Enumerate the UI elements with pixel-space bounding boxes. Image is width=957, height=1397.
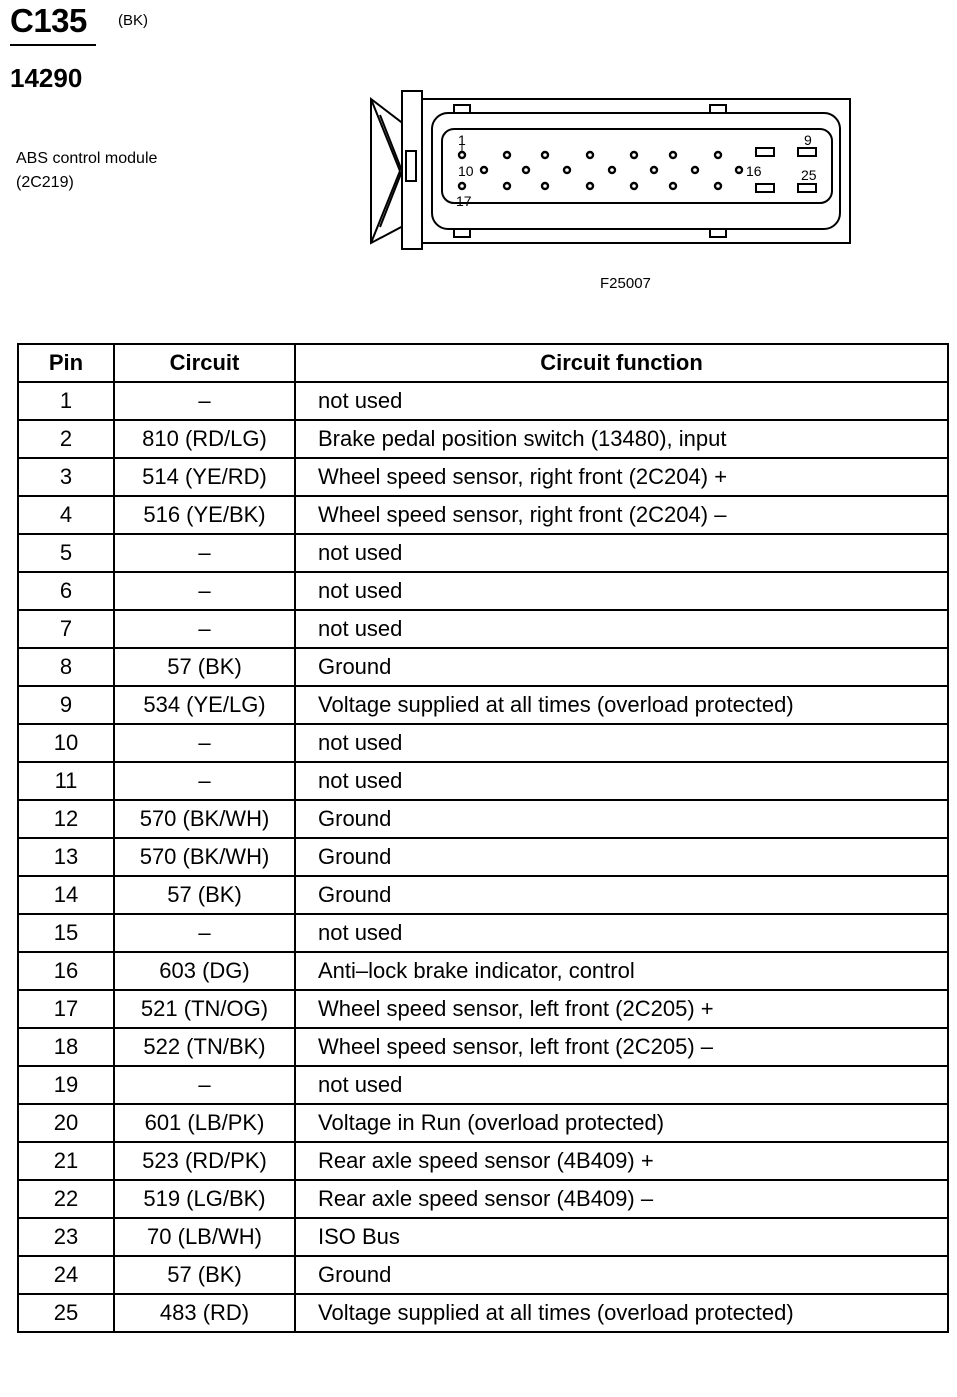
table-row [18, 762, 948, 800]
table-row [18, 800, 948, 838]
table-row [18, 1180, 948, 1218]
table-row [18, 1104, 948, 1142]
table-row [18, 648, 948, 686]
function-cell: ISO Bus [295, 1218, 948, 1256]
circuit-cell: 514 (YE/RD) [114, 458, 295, 496]
function-cell: Anti–lock brake indicator, control [295, 952, 948, 990]
connector-face-diagram [360, 85, 860, 260]
pin-cell: 4 [18, 496, 114, 534]
function-cell: Voltage supplied at all times (overload protected) [295, 686, 948, 724]
function-cell: not used [295, 572, 948, 610]
pin-cell: 6 [18, 572, 114, 610]
table-row [18, 1294, 948, 1332]
table-row [18, 1218, 948, 1256]
pin-cell: 7 [18, 610, 114, 648]
table-row [18, 1256, 948, 1294]
circuit-cell: – [114, 534, 295, 572]
function-cell: Brake pedal position switch (13480), input [295, 420, 948, 458]
circuit-cell: 57 (BK) [114, 876, 295, 914]
pin-cell: 13 [18, 838, 114, 876]
function-cell: Rear axle speed sensor (4B409) – [295, 1180, 948, 1218]
pin-cell: 20 [18, 1104, 114, 1142]
pin-label-1: 1 [458, 132, 466, 148]
circuit-cell: – [114, 1066, 295, 1104]
function-cell: Rear axle speed sensor (4B409) + [295, 1142, 948, 1180]
table-row [18, 838, 948, 876]
function-cell: Wheel speed sensor, right front (2C204) – [295, 496, 948, 534]
function-cell: not used [295, 610, 948, 648]
pin-label-9: 9 [804, 132, 812, 148]
table-row [18, 496, 948, 534]
pin-cell: 12 [18, 800, 114, 838]
table-row [18, 1066, 948, 1104]
table-row [18, 572, 948, 610]
circuit-cell: 57 (BK) [114, 648, 295, 686]
pin-label-10: 10 [458, 163, 474, 179]
table-row [18, 382, 948, 420]
pin-cell: 5 [18, 534, 114, 572]
pin-cell: 11 [18, 762, 114, 800]
connector-id: C135 [10, 2, 87, 39]
circuit-cell: 570 (BK/WH) [114, 800, 295, 838]
function-cell: Ground [295, 1256, 948, 1294]
table-row [18, 458, 948, 496]
pin-label-25: 25 [801, 167, 817, 183]
circuit-cell: – [114, 382, 295, 420]
circuit-cell: 516 (YE/BK) [114, 496, 295, 534]
pin-cell: 21 [18, 1142, 114, 1180]
function-cell: Wheel speed sensor, right front (2C204) + [295, 458, 948, 496]
table-header-row [18, 344, 948, 382]
function-cell: Ground [295, 648, 948, 686]
circuit-cell: 570 (BK/WH) [114, 838, 295, 876]
module-name: ABS control module [16, 150, 158, 167]
pin-cell: 3 [18, 458, 114, 496]
function-cell: Voltage in Run (overload protected) [295, 1104, 948, 1142]
function-cell: Wheel speed sensor, left front (2C205) – [295, 1028, 948, 1066]
circuit-cell: 483 (RD) [114, 1294, 295, 1332]
circuit-cell: 534 (YE/LG) [114, 686, 295, 724]
pin-cell: 10 [18, 724, 114, 762]
pin-cell: 19 [18, 1066, 114, 1104]
table-row [18, 1142, 948, 1180]
pin-cell: 9 [18, 686, 114, 724]
connector-color: (BK) [118, 12, 148, 29]
table-row [18, 686, 948, 724]
pin-cell: 23 [18, 1218, 114, 1256]
pinout-table-body [18, 382, 948, 1332]
circuit-cell: 603 (DG) [114, 952, 295, 990]
function-cell: Wheel speed sensor, left front (2C205) + [295, 990, 948, 1028]
table-row [18, 990, 948, 1028]
connector-latch [371, 99, 405, 243]
circuit-cell: 523 (RD/PK) [114, 1142, 295, 1180]
table-row [18, 420, 948, 458]
table-row [18, 876, 948, 914]
pin-cell: 17 [18, 990, 114, 1028]
function-cell: not used [295, 724, 948, 762]
function-cell: Ground [295, 876, 948, 914]
circuit-cell: – [114, 572, 295, 610]
circuit-cell: 601 (LB/PK) [114, 1104, 295, 1142]
function-cell: Ground [295, 800, 948, 838]
pin-cell: 2 [18, 420, 114, 458]
table-row [18, 1028, 948, 1066]
function-cell: not used [295, 382, 948, 420]
circuit-cell: 521 (TN/OG) [114, 990, 295, 1028]
pin-cell: 1 [18, 382, 114, 420]
function-cell: Ground [295, 838, 948, 876]
header-circuit: Circuit [114, 344, 295, 382]
table-row [18, 914, 948, 952]
circuit-cell: 522 (TN/BK) [114, 1028, 295, 1066]
figure-code: F25007 [600, 275, 651, 292]
circuit-cell: 57 (BK) [114, 1256, 295, 1294]
circuit-cell: 70 (LB/WH) [114, 1218, 295, 1256]
table-row [18, 610, 948, 648]
pin-cell: 24 [18, 1256, 114, 1294]
pin-cell: 22 [18, 1180, 114, 1218]
header-circuit-function: Circuit function [295, 344, 948, 382]
pin-label-16: 16 [746, 163, 762, 179]
module-code: (2C219) [16, 174, 74, 191]
function-cell: not used [295, 534, 948, 572]
circuit-cell: 810 (RD/LG) [114, 420, 295, 458]
circuit-cell: – [114, 762, 295, 800]
pin-cell: 15 [18, 914, 114, 952]
circuit-cell: – [114, 610, 295, 648]
header-pin: Pin [18, 344, 114, 382]
pin-label-17: 17 [456, 193, 472, 209]
pin-cell: 14 [18, 876, 114, 914]
pinout-table [17, 343, 949, 1333]
function-cell: not used [295, 762, 948, 800]
circuit-cell: 519 (LG/BK) [114, 1180, 295, 1218]
pin-cell: 25 [18, 1294, 114, 1332]
circuit-cell: – [114, 724, 295, 762]
connector-id-underline [10, 44, 96, 46]
table-row [18, 534, 948, 572]
connector-tab [406, 151, 416, 181]
part-number: 14290 [10, 63, 83, 93]
pin-cell: 8 [18, 648, 114, 686]
pin-cell: 18 [18, 1028, 114, 1066]
function-cell: not used [295, 1066, 948, 1104]
table-row [18, 724, 948, 762]
function-cell: not used [295, 914, 948, 952]
function-cell: Voltage supplied at all times (overload protected) [295, 1294, 948, 1332]
circuit-cell: – [114, 914, 295, 952]
table-row [18, 952, 948, 990]
pin-cell: 16 [18, 952, 114, 990]
